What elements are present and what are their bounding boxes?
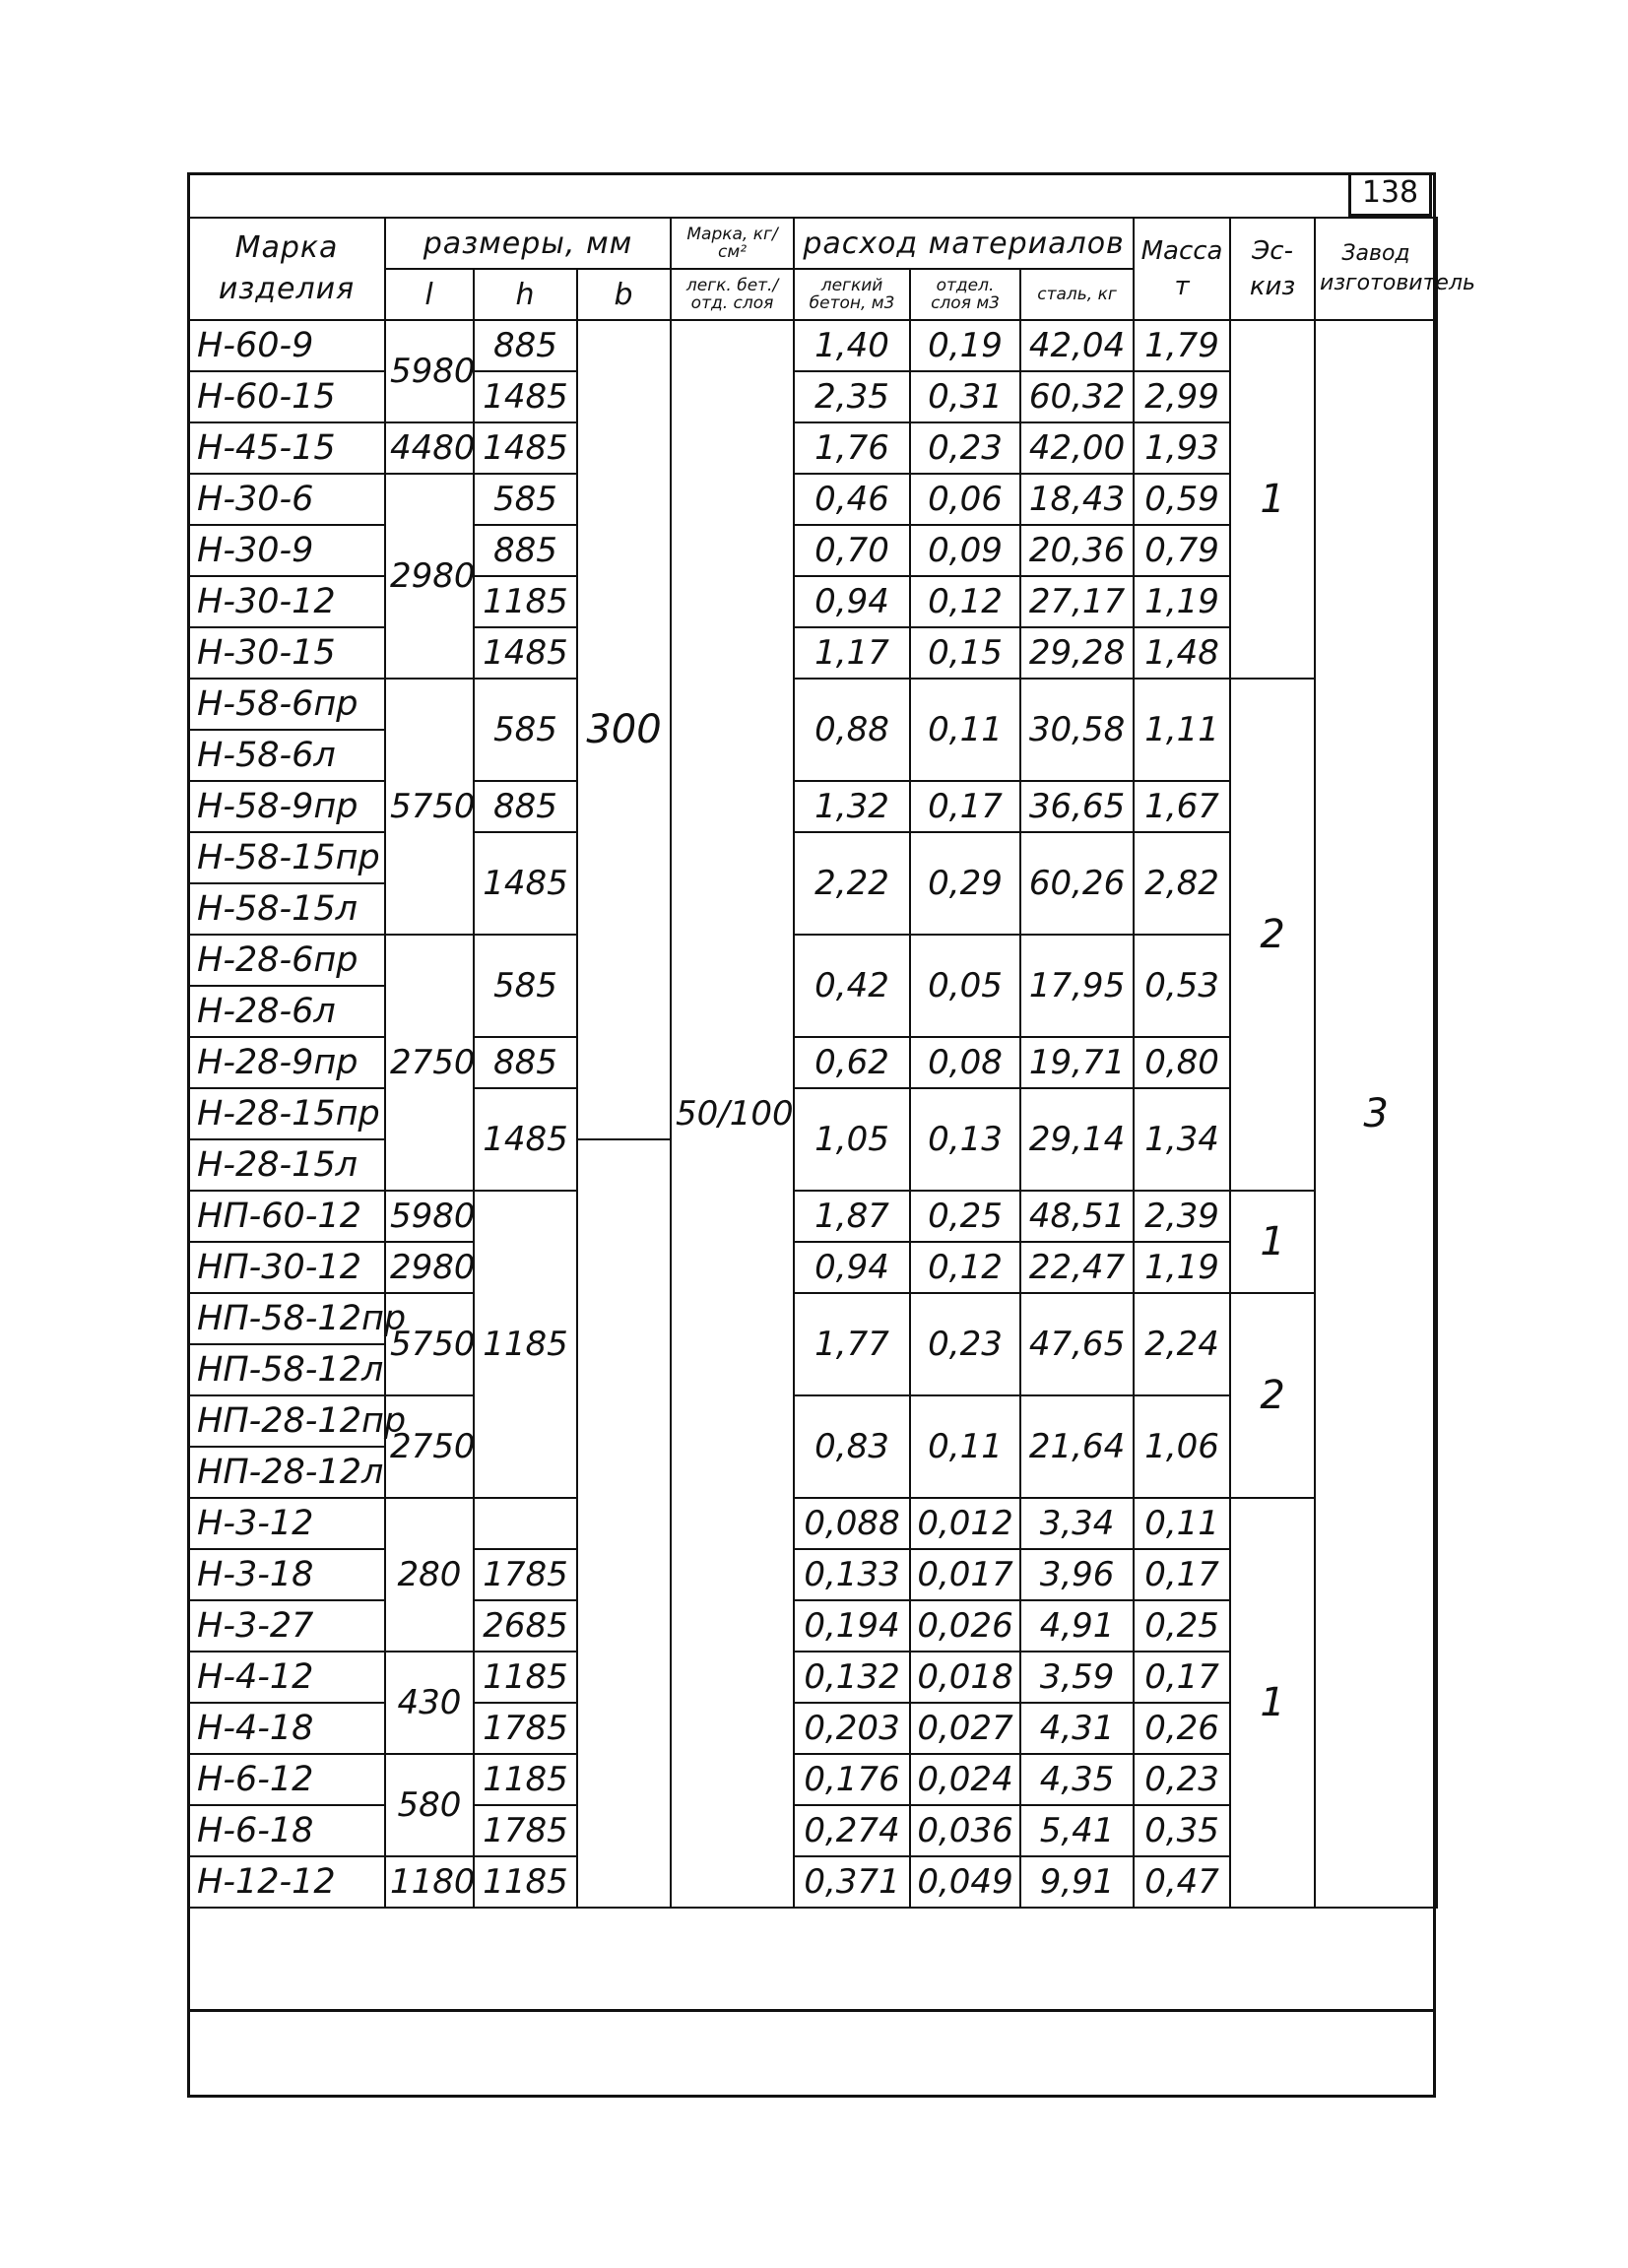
cell-finish-layer: 0,018 — [910, 1652, 1020, 1703]
cell-b-empty — [577, 1139, 671, 1908]
cell-finish-layer: 0,17 — [910, 781, 1020, 832]
cell-finish-layer: 0,08 — [910, 1037, 1020, 1088]
cell-light-concrete: 1,40 — [794, 320, 910, 371]
cell-mark: Н-28-6пр — [188, 935, 385, 986]
cell-steel: 29,28 — [1020, 627, 1134, 679]
cell-light-concrete: 0,176 — [794, 1754, 910, 1805]
cell-mass: 0,59 — [1134, 474, 1230, 525]
cell-finish-layer: 0,024 — [910, 1754, 1020, 1805]
cell-mark: НП-58-12пр — [188, 1293, 385, 1344]
spec-table — [187, 217, 1475, 1909]
cell-h: 885 — [474, 525, 577, 576]
cell-mark: Н-4-12 — [188, 1652, 385, 1703]
cell-mark: Н-58-15пр — [188, 832, 385, 883]
cell-mass: 2,99 — [1134, 371, 1230, 422]
cell-steel: 42,04 — [1020, 320, 1134, 371]
cell-h: 1485 — [474, 1088, 577, 1191]
cell-h: 1785 — [474, 1703, 577, 1754]
cell-steel: 3,59 — [1020, 1652, 1134, 1703]
cell-sketch: 1 — [1230, 1191, 1315, 1293]
cell-light-concrete: 0,274 — [794, 1805, 910, 1856]
cell-mark: НП-58-12л — [188, 1344, 385, 1395]
cell-l: 5980 — [385, 320, 474, 422]
cell-mass: 1,19 — [1134, 576, 1230, 627]
header-mark: Марка изделия — [188, 218, 385, 320]
cell-light-concrete: 1,17 — [794, 627, 910, 679]
cell-mass: 1,48 — [1134, 627, 1230, 679]
cell-sketch: 1 — [1230, 320, 1315, 679]
header-mass: Масса т — [1134, 218, 1230, 320]
cell-finish-layer: 0,31 — [910, 371, 1020, 422]
cell-mark: Н-3-12 — [188, 1498, 385, 1549]
cell-mark: НП-60-12 — [188, 1191, 385, 1242]
cell-steel: 3,34 — [1020, 1498, 1134, 1549]
cell-h: 885 — [474, 320, 577, 371]
cell-h: 585 — [474, 679, 577, 781]
cell-finish-layer: 0,049 — [910, 1856, 1020, 1908]
cell-steel: 60,26 — [1020, 832, 1134, 935]
cell-finish-layer: 0,12 — [910, 576, 1020, 627]
cell-light-concrete: 0,371 — [794, 1856, 910, 1908]
cell-light-concrete: 0,88 — [794, 679, 910, 781]
cell-l: 1180 — [385, 1856, 474, 1908]
cell-mark: Н-58-15л — [188, 883, 385, 935]
cell-finish-layer: 0,05 — [910, 935, 1020, 1037]
cell-l: 580 — [385, 1754, 474, 1856]
cell-h — [474, 1498, 577, 1549]
cell-light-concrete: 2,22 — [794, 832, 910, 935]
header-concrete-mark: Марка, кг/см² — [671, 218, 794, 269]
table-row — [188, 1498, 1437, 1549]
cell-light-concrete: 0,194 — [794, 1600, 910, 1652]
header-light-concrete: легкий бетон, м3 — [794, 269, 910, 320]
cell-mass: 0,26 — [1134, 1703, 1230, 1754]
cell-mass: 0,80 — [1134, 1037, 1230, 1088]
cell-mark: НП-28-12пр — [188, 1395, 385, 1447]
cell-mass: 1,34 — [1134, 1088, 1230, 1191]
cell-mark: Н-30-12 — [188, 576, 385, 627]
cell-h: 1785 — [474, 1549, 577, 1600]
cell-light-concrete: 0,088 — [794, 1498, 910, 1549]
header-sketch: Эс- киз — [1230, 218, 1315, 320]
cell-steel: 4,35 — [1020, 1754, 1134, 1805]
cell-steel: 22,47 — [1020, 1242, 1134, 1293]
cell-steel: 9,91 — [1020, 1856, 1134, 1908]
cell-mark: Н-3-18 — [188, 1549, 385, 1600]
cell-light-concrete: 0,70 — [794, 525, 910, 576]
cell-light-concrete: 0,94 — [794, 576, 910, 627]
cell-l: 5980 — [385, 1191, 474, 1242]
cell-mark: НП-28-12л — [188, 1447, 385, 1498]
cell-mark: Н-60-15 — [188, 371, 385, 422]
cell-light-concrete: 0,133 — [794, 1549, 910, 1600]
cell-h: 585 — [474, 474, 577, 525]
cell-h: 1185 — [474, 1652, 577, 1703]
cell-mark: Н-45-15 — [188, 422, 385, 474]
cell-mark: Н-6-18 — [188, 1805, 385, 1856]
cell-mark: Н-6-12 — [188, 1754, 385, 1805]
cell-mark: Н-58-9пр — [188, 781, 385, 832]
cell-l: 2750 — [385, 1395, 474, 1498]
cell-steel: 4,91 — [1020, 1600, 1134, 1652]
cell-finish-layer: 0,11 — [910, 1395, 1020, 1498]
cell-mass: 1,67 — [1134, 781, 1230, 832]
cell-finish-layer: 0,29 — [910, 832, 1020, 935]
cell-mark: Н-60-9 — [188, 320, 385, 371]
header-row-1 — [188, 218, 1437, 269]
cell-steel: 30,58 — [1020, 679, 1134, 781]
cell-steel: 60,32 — [1020, 371, 1134, 422]
cell-finish-layer: 0,027 — [910, 1703, 1020, 1754]
header-steel: сталь, кг — [1020, 269, 1134, 320]
cell-finish-layer: 0,09 — [910, 525, 1020, 576]
cell-finish-layer: 0,12 — [910, 1242, 1020, 1293]
cell-h: 1785 — [474, 1805, 577, 1856]
cell-l: 2980 — [385, 1242, 474, 1293]
cell-h: 2685 — [474, 1600, 577, 1652]
cell-finish-layer: 0,036 — [910, 1805, 1020, 1856]
cell-mass: 0,23 — [1134, 1754, 1230, 1805]
cell-finish-layer: 0,23 — [910, 422, 1020, 474]
cell-steel: 3,96 — [1020, 1549, 1134, 1600]
cell-mark: Н-30-6 — [188, 474, 385, 525]
cell-light-concrete: 0,132 — [794, 1652, 910, 1703]
cell-mass: 0,17 — [1134, 1652, 1230, 1703]
cell-h: 1185 — [474, 1191, 577, 1498]
table-row — [188, 320, 1437, 371]
cell-concrete-mark-common: 50/100 — [671, 320, 794, 1908]
cell-steel: 18,43 — [1020, 474, 1134, 525]
cell-sketch: 1 — [1230, 1498, 1315, 1908]
cell-mass: 0,25 — [1134, 1600, 1230, 1652]
cell-light-concrete: 2,35 — [794, 371, 910, 422]
cell-mass: 0,79 — [1134, 525, 1230, 576]
cell-steel: 20,36 — [1020, 525, 1134, 576]
cell-mark: Н-58-6пр — [188, 679, 385, 730]
header-b: b — [577, 269, 671, 320]
cell-mark: НП-30-12 — [188, 1242, 385, 1293]
table-row — [188, 1191, 1437, 1242]
cell-steel: 48,51 — [1020, 1191, 1134, 1242]
cell-mass: 2,24 — [1134, 1293, 1230, 1395]
cell-mass: 2,82 — [1134, 832, 1230, 935]
cell-h: 1485 — [474, 422, 577, 474]
cell-mass: 2,39 — [1134, 1191, 1230, 1242]
cell-l: 280 — [385, 1498, 474, 1652]
cell-steel: 47,65 — [1020, 1293, 1134, 1395]
cell-light-concrete: 1,05 — [794, 1088, 910, 1191]
cell-light-concrete: 1,87 — [794, 1191, 910, 1242]
cell-steel: 42,00 — [1020, 422, 1134, 474]
cell-steel: 29,14 — [1020, 1088, 1134, 1191]
cell-steel: 21,64 — [1020, 1395, 1134, 1498]
cell-l: 4480 — [385, 422, 474, 474]
cell-h: 1185 — [474, 1856, 577, 1908]
cell-mass: 0,53 — [1134, 935, 1230, 1037]
cell-mass: 0,47 — [1134, 1856, 1230, 1908]
cell-sketch: 2 — [1230, 679, 1315, 1191]
cell-finish-layer: 0,25 — [910, 1191, 1020, 1242]
cell-b-common: 300 — [577, 320, 671, 1139]
header-h: h — [474, 269, 577, 320]
cell-light-concrete: 0,83 — [794, 1395, 910, 1498]
cell-mass: 1,19 — [1134, 1242, 1230, 1293]
cell-mark: Н-28-15пр — [188, 1088, 385, 1139]
cell-mark: Н-28-9пр — [188, 1037, 385, 1088]
cell-mass: 0,11 — [1134, 1498, 1230, 1549]
cell-light-concrete: 1,32 — [794, 781, 910, 832]
cell-finish-layer: 0,017 — [910, 1549, 1020, 1600]
cell-mass: 1,11 — [1134, 679, 1230, 781]
cell-finish-layer: 0,06 — [910, 474, 1020, 525]
cell-mass: 1,93 — [1134, 422, 1230, 474]
cell-mark: Н-30-15 — [188, 627, 385, 679]
cell-mark: Н-30-9 — [188, 525, 385, 576]
cell-mark: Н-58-6л — [188, 730, 385, 781]
table-row — [188, 1293, 1437, 1344]
cell-mark: Н-28-6л — [188, 986, 385, 1037]
header-finish-layer: отдел. слоя м3 — [910, 269, 1020, 320]
cell-steel: 5,41 — [1020, 1805, 1134, 1856]
cell-light-concrete: 0,94 — [794, 1242, 910, 1293]
cell-mass: 1,79 — [1134, 320, 1230, 371]
cell-l: 5750 — [385, 679, 474, 935]
cell-light-concrete: 0,42 — [794, 935, 910, 1037]
table-row — [188, 679, 1437, 730]
header-materials: расход материалов — [794, 218, 1134, 269]
cell-finish-layer: 0,026 — [910, 1600, 1020, 1652]
cell-light-concrete: 1,76 — [794, 422, 910, 474]
cell-h: 1485 — [474, 627, 577, 679]
cell-l: 5750 — [385, 1293, 474, 1395]
cell-l: 2980 — [385, 474, 474, 679]
cell-factory-common: 3 — [1315, 320, 1437, 1908]
cell-light-concrete: 0,203 — [794, 1703, 910, 1754]
cell-l: 2750 — [385, 935, 474, 1191]
cell-finish-layer: 0,15 — [910, 627, 1020, 679]
cell-mass: 0,35 — [1134, 1805, 1230, 1856]
cell-finish-layer: 0,13 — [910, 1088, 1020, 1191]
cell-light-concrete: 1,77 — [794, 1293, 910, 1395]
cell-h: 1185 — [474, 576, 577, 627]
cell-steel: 19,71 — [1020, 1037, 1134, 1088]
cell-light-concrete: 0,62 — [794, 1037, 910, 1088]
cell-h: 585 — [474, 935, 577, 1037]
cell-mark: Н-4-18 — [188, 1703, 385, 1754]
cell-mark: Н-28-15л — [188, 1139, 385, 1191]
cell-steel: 17,95 — [1020, 935, 1134, 1037]
cell-h: 1485 — [474, 832, 577, 935]
cell-steel: 27,17 — [1020, 576, 1134, 627]
cell-steel: 36,65 — [1020, 781, 1134, 832]
cell-h: 885 — [474, 781, 577, 832]
cell-mark: Н-3-27 — [188, 1600, 385, 1652]
cell-finish-layer: 0,012 — [910, 1498, 1020, 1549]
cell-steel: 4,31 — [1020, 1703, 1134, 1754]
cell-mass: 1,06 — [1134, 1395, 1230, 1498]
cell-l: 430 — [385, 1652, 474, 1754]
cell-finish-layer: 0,19 — [910, 320, 1020, 371]
cell-h: 1185 — [474, 1754, 577, 1805]
header-factory: Завод изготовитель — [1315, 218, 1437, 320]
page-number: 138 — [1348, 172, 1432, 217]
header-concrete-sub: легк. бет./отд. слоя — [671, 269, 794, 320]
bottom-rule — [187, 2009, 1436, 2012]
cell-mark: Н-12-12 — [188, 1856, 385, 1908]
cell-finish-layer: 0,23 — [910, 1293, 1020, 1395]
header-dims: размеры, мм — [385, 218, 671, 269]
cell-finish-layer: 0,11 — [910, 679, 1020, 781]
cell-light-concrete: 0,46 — [794, 474, 910, 525]
cell-h: 1485 — [474, 371, 577, 422]
header-l: l — [385, 269, 474, 320]
cell-sketch: 2 — [1230, 1293, 1315, 1498]
cell-mass: 0,17 — [1134, 1549, 1230, 1600]
cell-h: 885 — [474, 1037, 577, 1088]
